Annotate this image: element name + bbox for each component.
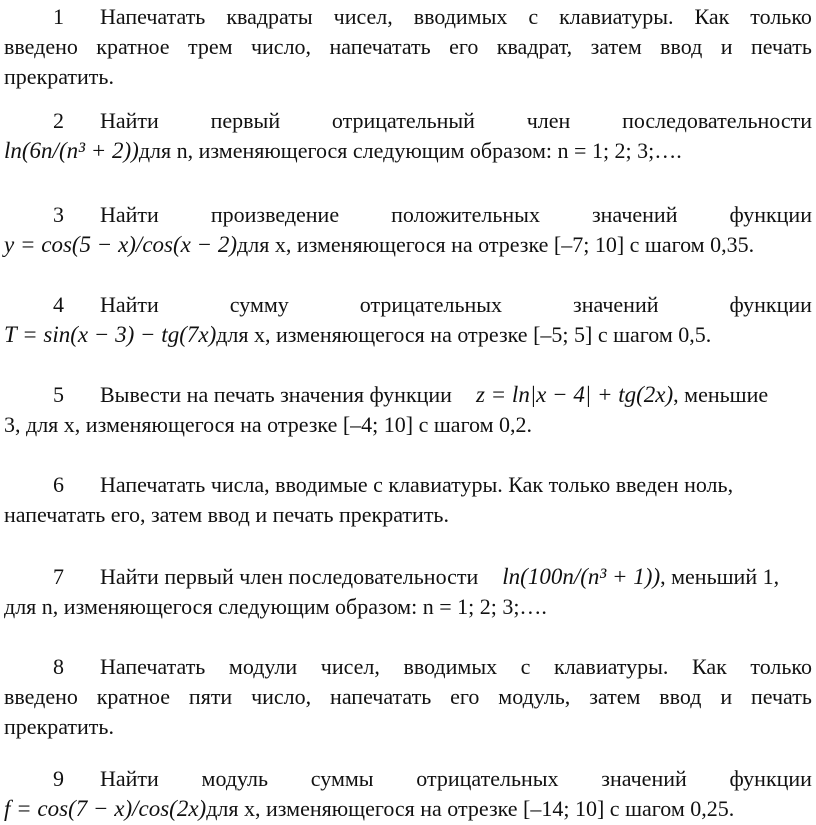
task-line [4, 380, 812, 410]
task-line [4, 712, 812, 742]
word: значений [601, 766, 687, 791]
word: Напечатать [100, 654, 206, 679]
word: значений [591, 202, 678, 227]
task-number: 4 [53, 292, 64, 317]
formula-tail: для n, изменяющегося следующим образом: n = 1; 2; 3;…. [138, 138, 682, 163]
formula: ln(100n/(n³ + 1)) [502, 564, 661, 589]
word: вводимых [413, 4, 508, 29]
task-number: 5 [53, 382, 64, 407]
word: квадрат, [496, 34, 573, 59]
word: кратное [96, 34, 170, 59]
task-line [4, 592, 812, 622]
word: отрицательных [359, 292, 503, 317]
formula: y = cos(5 − x)/cos(x − 2) [4, 232, 238, 257]
word: функции [729, 766, 812, 791]
task-number: 6 [53, 472, 64, 497]
word: Найти [100, 108, 159, 133]
word: число, [250, 34, 312, 59]
task-line [4, 106, 812, 136]
word: Найти [100, 292, 159, 317]
task-text: , меньший 1, [660, 564, 780, 589]
formula: ln(6n/(n³ + 2)) [4, 138, 139, 163]
word: затем [589, 684, 641, 709]
task-line [4, 652, 812, 682]
task-text: прекратить. [4, 714, 114, 739]
task-text: напечатать его, затем ввод и печать прекратить. [4, 502, 449, 527]
word: суммы [310, 766, 374, 791]
formula-tail: для x, изменяющегося на отрезке [–14; 10] с шагом 0,25. [206, 796, 735, 821]
word: Напечатать [100, 4, 206, 29]
word: ввод [660, 34, 703, 59]
word: Как [694, 4, 730, 29]
task-text: прекратить. [4, 64, 114, 89]
task-7 [4, 562, 812, 622]
task-line [4, 410, 812, 440]
task-number: 2 [53, 108, 64, 133]
task-text: 3, для x, изменяющегося на отрезке [–4; 10] с шагом 0,2. [4, 412, 533, 437]
word: последовательности [622, 108, 812, 133]
word: кратное [96, 684, 171, 709]
word: печать [750, 34, 812, 59]
word: положительных [391, 202, 540, 227]
word: только [750, 4, 812, 29]
word: модуль, [498, 684, 571, 709]
formula-line [4, 136, 812, 166]
task-2 [4, 106, 812, 166]
task-line [4, 562, 812, 592]
task-5 [4, 380, 812, 440]
word: чисел, [333, 4, 393, 29]
task-line [4, 290, 812, 320]
word: вводимых [403, 654, 498, 679]
task-1 [4, 2, 812, 92]
formula-line [4, 230, 812, 260]
task-number: 7 [53, 564, 64, 589]
word: его [449, 34, 479, 59]
word: член [526, 108, 571, 133]
word: произведение [210, 202, 340, 227]
word: клавиатуры. [559, 4, 674, 29]
task-line [4, 764, 812, 794]
word: только [750, 654, 812, 679]
word: с [528, 4, 539, 29]
formula: f = cos(7 − x)/cos(2x) [4, 796, 207, 821]
word: чисел, [320, 654, 380, 679]
word: Как [691, 654, 727, 679]
task-line [4, 200, 812, 230]
task-text: , меньшие [673, 382, 769, 407]
task-number: 1 [53, 4, 64, 29]
word: Найти [100, 766, 159, 791]
task-9 [4, 764, 812, 824]
word: его [450, 684, 480, 709]
task-number: 9 [53, 766, 64, 791]
word: значений [573, 292, 659, 317]
word: и [720, 684, 733, 709]
word: модуль [201, 766, 269, 791]
task-3 [4, 200, 812, 260]
word: функции [729, 202, 812, 227]
word: ввод [659, 684, 702, 709]
task-text: Вывести на печать значения функции [100, 382, 452, 407]
task-text: для n, изменяющегося следующим образом: n = 1; 2; 3;…. [4, 594, 547, 619]
task-8 [4, 652, 812, 742]
task-number: 8 [53, 654, 64, 679]
word: трем [187, 34, 233, 59]
word: Найти [100, 202, 159, 227]
task-text: Напечатать числа, вводимые с клавиатуры. Как только введен ноль, [100, 472, 734, 497]
word: клавиатуры. [554, 654, 669, 679]
task-4 [4, 290, 812, 350]
word: напечатать [329, 34, 431, 59]
word: квадраты [226, 4, 313, 29]
word: затем [590, 34, 642, 59]
word: первый [210, 108, 281, 133]
word: число, [251, 684, 312, 709]
word: введено [4, 684, 78, 709]
formula-tail: для x, изменяющегося на отрезке [–5; 5] с шагом 0,5. [216, 322, 712, 347]
task-line [4, 62, 812, 92]
task-line [4, 2, 812, 32]
word: напечатать [330, 684, 432, 709]
word: отрицательный [331, 108, 475, 133]
task-6 [4, 470, 812, 530]
word: функции [729, 292, 812, 317]
word: сумму [229, 292, 289, 317]
task-text: Найти первый член последовательности [100, 564, 479, 589]
word: печать [750, 684, 812, 709]
task-line [4, 470, 812, 500]
word: модули [228, 654, 298, 679]
word: отрицательных [416, 766, 559, 791]
formula: T = sin(x − 3) − tg(7x) [4, 322, 217, 347]
formula-tail: для x, изменяющегося на отрезке [–7; 10] с шагом 0,35. [237, 232, 755, 257]
word: с [520, 654, 531, 679]
task-line [4, 32, 812, 62]
formula-line [4, 794, 812, 824]
task-line [4, 682, 812, 712]
formula-line [4, 320, 812, 350]
word: введено [4, 34, 78, 59]
task-line [4, 500, 812, 530]
word: пяти [188, 684, 233, 709]
word: и [720, 34, 733, 59]
task-number: 3 [53, 202, 64, 227]
formula: z = ln|x − 4| + tg(2x) [475, 382, 674, 407]
